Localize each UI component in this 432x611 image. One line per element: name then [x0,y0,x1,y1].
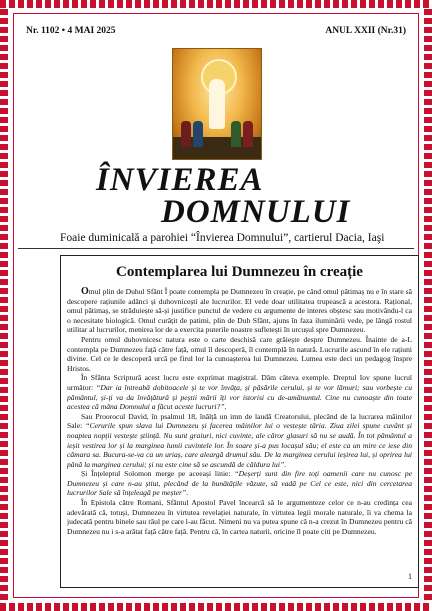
masthead-title-line1: ÎNVIEREA [96,162,264,198]
paragraph-3-end: . [224,402,227,412]
article-title: Contemplarea lui Dumnezeu în creație [116,264,363,280]
masthead-title-line2: DOMNULUI [161,194,351,230]
paragraph-2: Pentru omul duhovnicesc natura este o carte deschisă care grăiește despre Dumnezeu. Înainte de a-L contempla pe Dumnezeu față către față, omul îl descoperă, îl contemplă în natură. Lucrurile ascund în ele rațiuni divine. Cel ce le descoperă urcă pe firul lor la cunoașterea lui Dumnezeu. Lumea este deci un pedagog înspre Hristos. [67,334,412,373]
paragraph-5-intro: Și Înțeleptul Solomon merge pe aceeași linie: [81,469,235,479]
icon-figure-right-2 [243,121,253,147]
paragraph-3-intro: În Sfânta Scriptură acest lucru este exprimat magistral. Dăm câteva exemple. Dreptul Iov spune lucrul următor: [67,373,412,392]
paragraph-1-text: mul plin de Duhul Sfânt Î poate contempla pe Dumnezeu în creație, pe când omul pătimaș nu e în stare să descopere rațiunile adânci și duhovnicești ale lucrurilor. El vede doar utilitatea trupească a acestora. Rațional, omul pătimaș, se străduiește să-și justifice punctul de vedere cu argumente de interes obștesc sau motivându-l ca o necesitate biologică. Omul curățit de patimi, plin de Duh Sfânt, ajuns în faza iluminării vede, pe lângă rostul utilitar al lucrurilor, menirea lor de a exercita puterile noastre sufletești în urcușul spre Dumnezeu. [67,287,412,335]
paragraph-4 [67,412,412,470]
paragraph-3-quote: “Dar ia întreabă dobitoacele și te vor învăța, și păsările cerului, și te vor lămuri; sau vorbește cu pământul, și-ți va da învățătură și peștii mării îți vor istorisi cu de-amănuntul. Cine nu cunoaște din toate acestea că mâna Domnului a făcut aceste lucruri?” [67,382,412,412]
issue-number: Nr. 1102 • 4 MAI 2025 [26,26,116,36]
paragraph-4-intro: Sau Proorocul David, în psalmul 18, înălță un imn de laudă Creatorului, plecând de la lucrarea mâinilor Sale: [67,411,412,431]
masthead-subtitle: Foaie duminicală a parohiei “Învierea Domnului”, cartierul Dacia, Iaşi [60,232,385,244]
page-number: 1 [408,572,412,581]
paragraph-5-quote: “Deșerți sunt din fire toți oamenii care nu cunosc pe Dumnezeu și care n-au știut, plecând de la bunătățile văzute, să vadă pe Cel ce este, nici din cercetarea lucrurilor Sale să înțeleagă pe meșter” [67,469,412,498]
christ-figure [209,79,225,129]
paragraph-3 [67,373,412,411]
paragraph-6: În Epistola către Romani, Sfântul Apostol Pavel încearcă să le argumenteze celor ce n-au credința cea adevărată că, totuși, Dumnezeu în virtutea revelației naturale, în virtutea legii morale naturale, îi va chema la judecată pentru binele sau răul pe care l-au făcut. Nimeni nu va putea spune că n-a crezut în Dumnezeu pentru că Dumnezeu nu i s-a arătat față către față. Pentru că, în cartea naturii, oricine îl poate citi pe Dumnezeu. [67,498,412,536]
paragraph-4-end: . [284,459,287,469]
icon-figure-left-2 [193,121,203,147]
dropcap: O [81,286,89,297]
header-divider [18,248,414,249]
paragraph-1 [67,287,412,335]
paragraph-4-quote: “Cerurile spun slava lui Dumnezeu și facerea mâinilor lui o vestește tăria. Ziua zilei spune cuvânt și noaptea nopții vestește știință. Nu sunt graiuri, nici cuvinte, ale căror glasuri să nu se audă. În tot pământul a ieșit vestirea lor și la marginea lumii cuvintele lor. În soare și-a pus locașul său; el este ca un mire ce iese din cămara sa. Bucura-se-va ca un uriaș, care aleargă drumul său. De la marginea cerului ieșirea lui, și oprirea lui până la marginea cerului; și nu este cine să se ascundă de căldura lui” [67,421,413,469]
icon-figure-right [231,121,241,147]
article-box [60,255,419,588]
resurrection-icon [172,48,262,160]
paragraph-5-end: . [186,488,189,498]
issue-year: ANUL XXII (Nr.31) [325,26,406,36]
paragraph-5 [67,469,412,498]
icon-figure-left [181,121,191,147]
